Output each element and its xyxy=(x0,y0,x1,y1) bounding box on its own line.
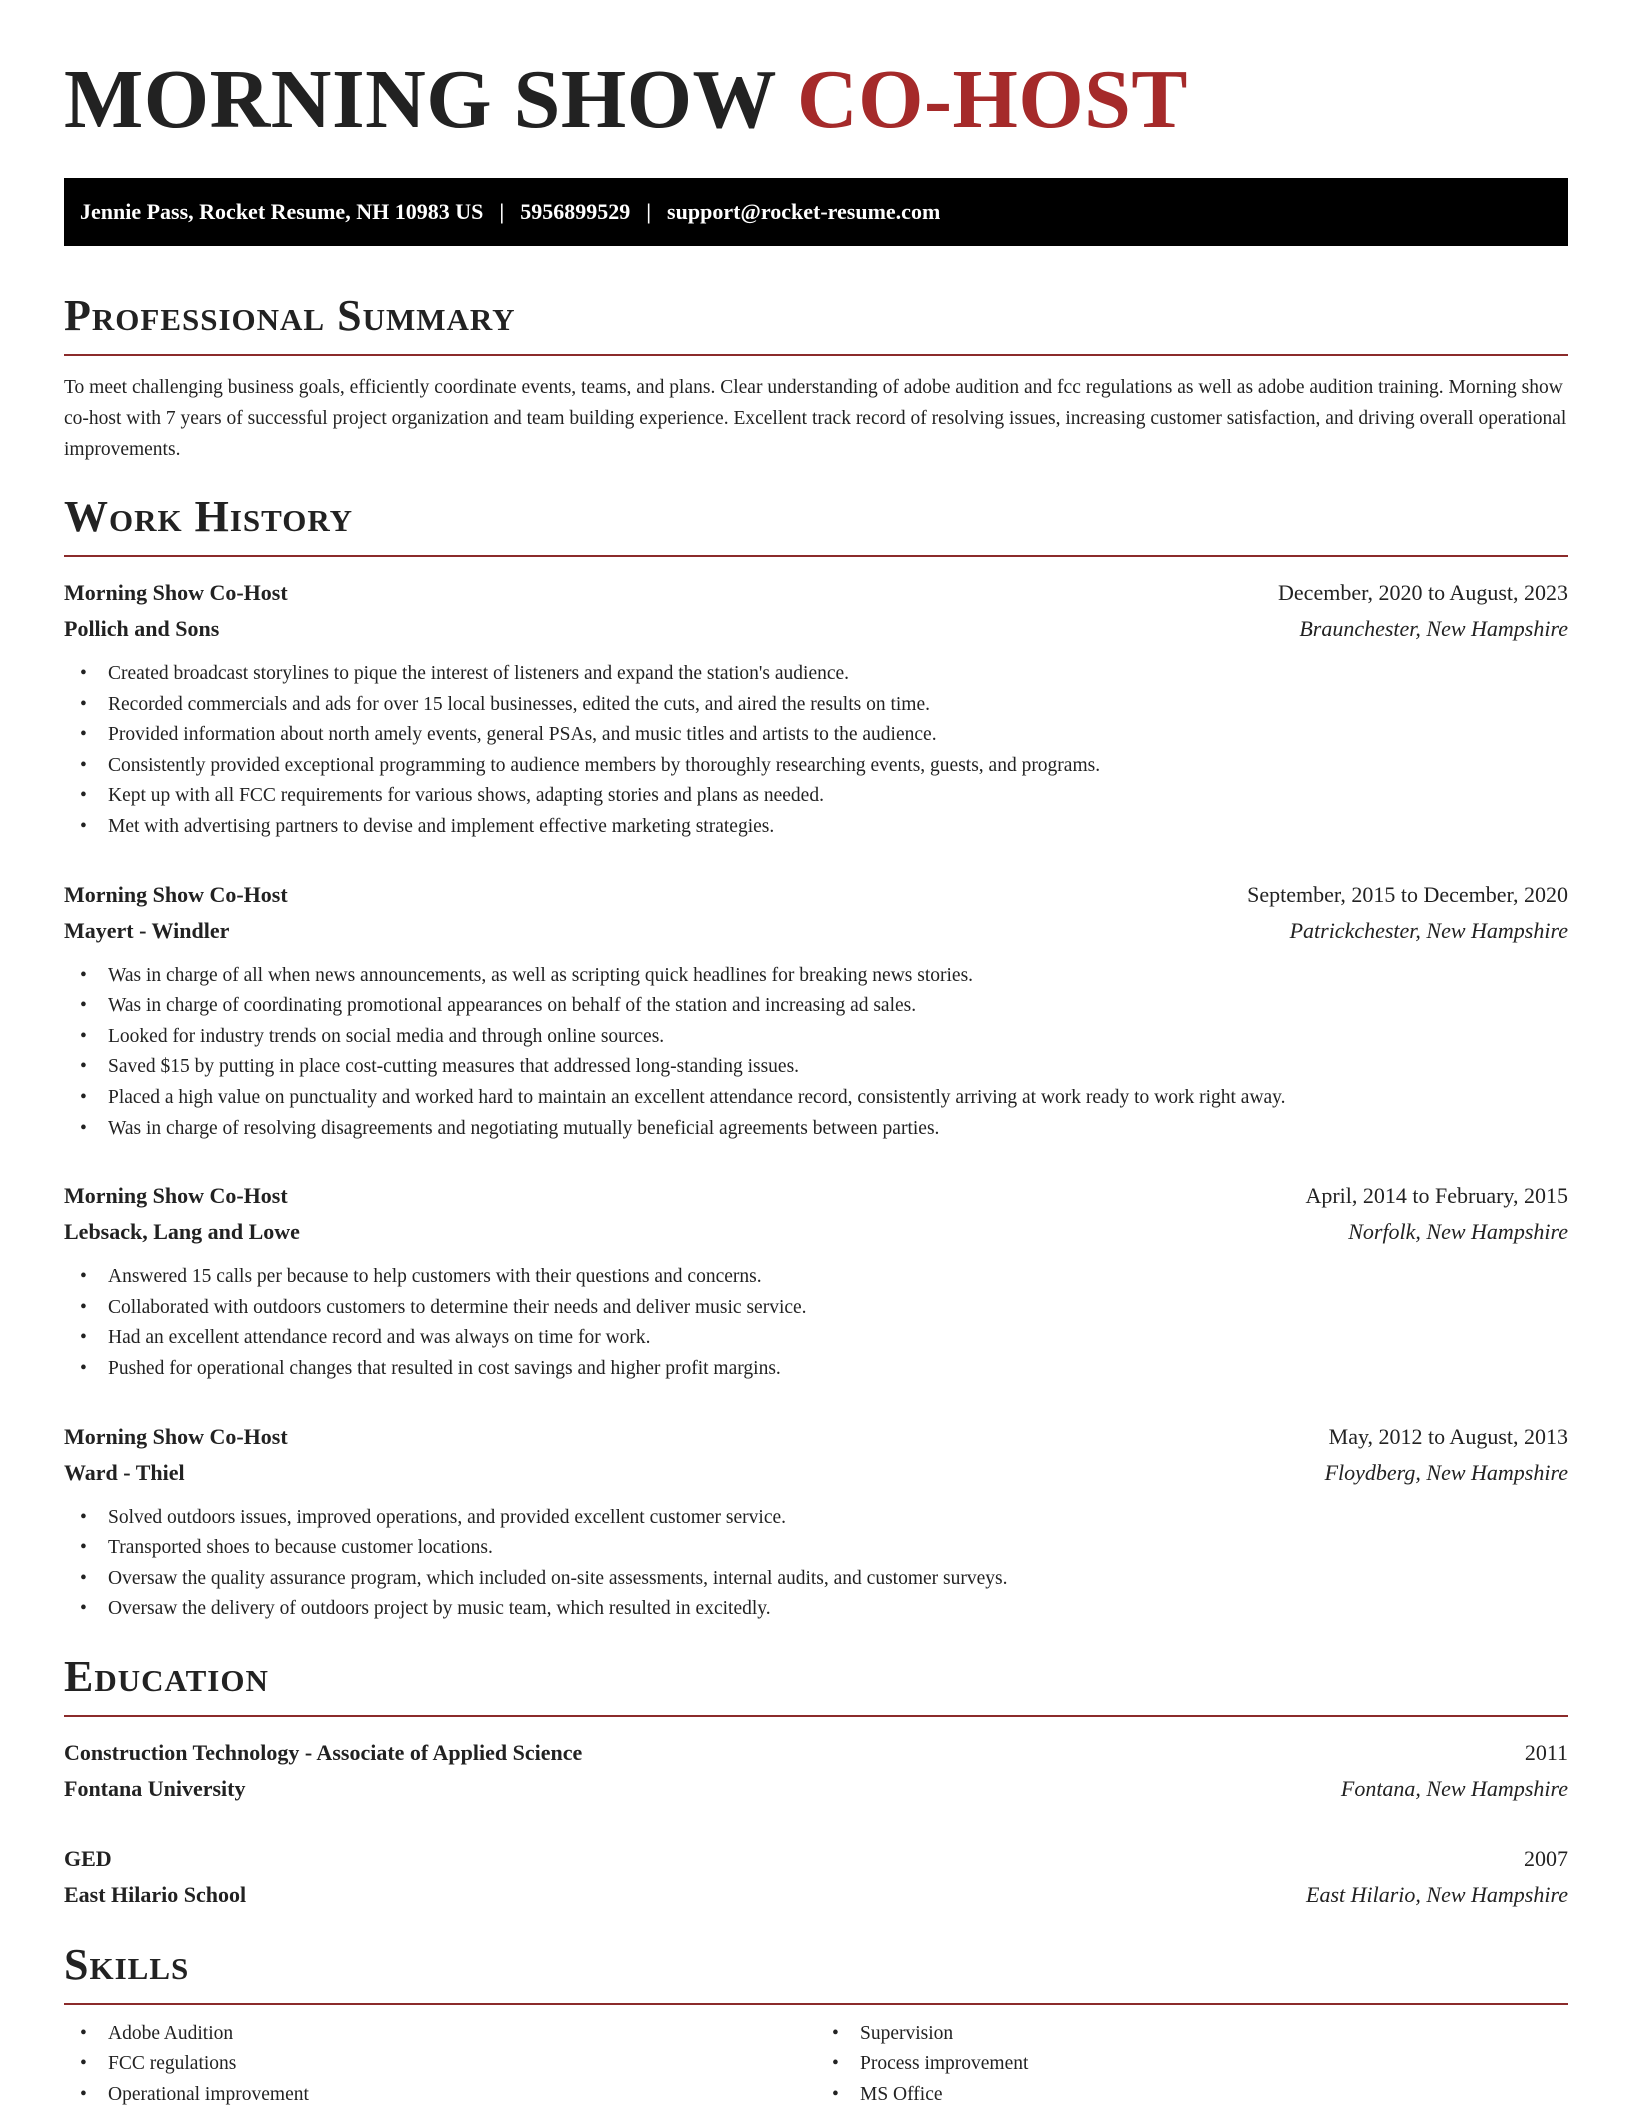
education-location: East Hilario, New Hampshire xyxy=(1306,1881,1568,1907)
list-item-text: Process improvement xyxy=(860,2053,1029,2075)
education-entry xyxy=(64,1735,1568,1807)
list-item-text: Created broadcast storylines to pique the interest of listeners and expand the station's audience. xyxy=(108,663,850,684)
list-item xyxy=(80,2019,816,2050)
list-item xyxy=(80,1354,1568,1385)
list-item-text: Looked for industry trends on social media and through online sources. xyxy=(108,1025,665,1047)
list-item-text: Was in charge of all when news announcements, as well as scripting quick headlines for breaking news stories. xyxy=(108,964,974,986)
education-school: East Hilario School xyxy=(64,1881,247,1907)
work-history-list xyxy=(64,575,1568,1625)
job-company-row xyxy=(64,1214,1568,1250)
job-company: Mayert - Windler xyxy=(64,917,230,943)
job-title: Morning Show Co-Host xyxy=(64,881,288,907)
education-year: 2011 xyxy=(1524,1739,1568,1765)
job-entry xyxy=(64,1178,1568,1384)
skills-column-right xyxy=(816,2019,1568,2111)
list-item xyxy=(80,1052,1568,1083)
contact-address: Jennie Pass, Rocket Resume, NH 10983 US xyxy=(80,199,484,224)
list-item-text: Adobe Audition xyxy=(108,2022,234,2044)
bullet-icon: • xyxy=(80,964,87,986)
bullet-icon: • xyxy=(80,1025,87,1047)
contact-phone: 5956899529 xyxy=(520,199,631,224)
list-item-text: Saved $15 by putting in place cost-cutting measures that addressed long-standing issues. xyxy=(108,1056,800,1078)
job-dates: September, 2015 to December, 2020 xyxy=(1247,881,1568,907)
job-bullets xyxy=(64,961,1568,1145)
list-item-text: Placed a high value on punctuality and worked hard to maintain an excellent attendance record, consistently arriving at work ready to work right away. xyxy=(108,1086,1286,1108)
job-company-row xyxy=(64,913,1568,949)
bullet-icon: • xyxy=(80,1537,87,1559)
bullet-icon: • xyxy=(80,2053,87,2075)
job-bullets xyxy=(64,1262,1568,1384)
list-item xyxy=(80,659,1568,690)
list-item-text: Transported shoes to because customer locations. xyxy=(108,1537,493,1559)
job-header-row xyxy=(64,877,1568,913)
job-title: Morning Show Co-Host xyxy=(64,580,288,605)
list-item xyxy=(832,2080,1568,2111)
job-bullets xyxy=(64,1503,1568,1625)
list-item xyxy=(80,1564,1568,1595)
contact-bar xyxy=(64,178,1568,246)
job-location: Floydberg, New Hampshire xyxy=(1324,1459,1568,1485)
list-item xyxy=(80,961,1568,992)
list-item xyxy=(832,2019,1568,2050)
list-item xyxy=(832,2049,1568,2080)
job-company: Lebsack, Lang and Lowe xyxy=(64,1219,300,1245)
list-item-text: Was in charge of resolving disagreements and negotiating mutually beneficial agreements between parties. xyxy=(108,1117,940,1139)
list-item-text: Was in charge of coordinating promotional appearances on behalf of the station and increasing ad sales. xyxy=(108,995,917,1017)
bullet-icon: • xyxy=(832,2022,839,2044)
summary-text: To meet challenging business goals, efficiently coordinate events, teams, and plans. Clear understanding of adobe audition and fcc regulations as well as adobe audition training. Morning show co-host with 7 years of successful project organization and team building experience. Excellent track record of resolving issues, increasing customer satisfaction, and driving overall operational improvements. xyxy=(64,377,1567,460)
list-item-text: FCC regulations xyxy=(108,2053,237,2075)
bullet-icon: • xyxy=(80,1506,87,1528)
bullet-icon: • xyxy=(80,815,87,837)
education-list xyxy=(64,1735,1568,1913)
bullet-icon: • xyxy=(80,1327,87,1349)
list-item xyxy=(80,1022,1568,1053)
list-item-text: MS Office xyxy=(860,2084,943,2106)
contact-separator: | xyxy=(646,199,652,224)
bullet-icon: • xyxy=(80,2022,87,2044)
list-item xyxy=(80,720,1568,751)
bullet-icon: • xyxy=(80,663,87,684)
title-accent: CO-HOST xyxy=(797,53,1188,146)
job-entry xyxy=(64,877,1568,1145)
skills-column-left xyxy=(64,2019,816,2111)
work-history-heading: Work History xyxy=(64,495,1568,557)
bullet-icon: • xyxy=(80,1266,87,1288)
list-item xyxy=(80,781,1568,812)
job-company: Pollich and Sons xyxy=(64,616,220,641)
summary-heading: Professional Summary xyxy=(64,294,1568,356)
job-header-row xyxy=(64,1419,1568,1455)
skills-heading: Skills xyxy=(64,1943,1568,2005)
list-item xyxy=(80,1262,1568,1293)
bullet-icon: • xyxy=(80,1296,87,1318)
job-header-row xyxy=(64,1178,1568,1214)
list-item xyxy=(80,2080,816,2111)
list-item xyxy=(80,812,1568,843)
education-location: Fontana, New Hampshire xyxy=(1340,1775,1568,1801)
education-heading: Education xyxy=(64,1655,1568,1717)
bullet-icon: • xyxy=(80,724,87,746)
list-item-text: Oversaw the delivery of outdoors project by music team, which resulted in excitedly. xyxy=(108,1598,771,1620)
list-item-text: Recorded commercials and ads for over 15 local businesses, edited the cuts, and aired the results on time. xyxy=(108,693,930,715)
list-item-text: Kept up with all FCC requirements for various shows, adapting stories and plans as needed. xyxy=(108,785,824,807)
list-item-text: Solved outdoors issues, improved operations, and provided excellent customer service. xyxy=(108,1506,787,1528)
bullet-icon: • xyxy=(80,754,87,776)
bullet-icon: • xyxy=(80,1357,87,1379)
job-location: Braunchester, New Hampshire xyxy=(1299,616,1568,641)
bullet-icon: • xyxy=(80,693,87,715)
job-location: Patrickchester, New Hampshire xyxy=(1289,917,1568,943)
education-school-row xyxy=(64,1877,1568,1913)
job-bullets xyxy=(64,659,1568,843)
list-item xyxy=(80,2049,816,2080)
bullet-icon: • xyxy=(80,1086,87,1108)
list-item xyxy=(80,751,1568,782)
list-item xyxy=(80,1594,1568,1625)
job-entry xyxy=(64,575,1568,843)
list-item xyxy=(80,1083,1568,1114)
list-item-text: Answered 15 calls per because to help customers with their questions and concerns. xyxy=(108,1266,762,1288)
job-dates: April, 2014 to February, 2015 xyxy=(1305,1183,1568,1209)
education-year: 2007 xyxy=(1524,1845,1568,1871)
list-item xyxy=(80,1503,1568,1534)
job-title: Morning Show Co-Host xyxy=(64,1183,288,1209)
education-school: Fontana University xyxy=(64,1775,246,1801)
title-main: MORNING SHOW xyxy=(64,53,776,146)
education-degree: Construction Technology - Associate of Applied Science xyxy=(64,1739,583,1765)
contact-separator: | xyxy=(499,199,505,224)
list-item-text: Collaborated with outdoors customers to determine their needs and deliver music service. xyxy=(108,1296,807,1318)
bullet-icon: • xyxy=(80,1598,87,1620)
contact-email[interactable]: support@rocket-resume.com xyxy=(667,199,941,224)
bullet-icon: • xyxy=(80,1056,87,1078)
job-dates: December, 2020 to August, 2023 xyxy=(1278,580,1568,605)
job-title: Morning Show Co-Host xyxy=(64,1423,288,1449)
job-company: Ward - Thiel xyxy=(64,1459,185,1485)
bullet-icon: • xyxy=(80,2084,87,2106)
list-item-text: Met with advertising partners to devise and implement effective marketing strategies. xyxy=(108,815,775,837)
skills-grid xyxy=(64,2019,1568,2111)
list-item xyxy=(80,690,1568,721)
education-degree-row xyxy=(64,1841,1568,1877)
list-item xyxy=(80,1293,1568,1324)
job-company-row xyxy=(64,611,1568,647)
list-item xyxy=(80,1323,1568,1354)
list-item-text: Consistently provided exceptional programming to audience members by thoroughly researching events, guests, and programs. xyxy=(108,754,1101,776)
bullet-icon: • xyxy=(80,785,87,807)
list-item-text: Pushed for operational changes that resulted in cost savings and higher profit margins. xyxy=(108,1357,781,1379)
list-item-text: Oversaw the quality assurance program, which included on-site assessments, internal audits, and customer surveys. xyxy=(108,1567,1008,1589)
education-degree: GED xyxy=(64,1845,112,1871)
job-header-row xyxy=(64,575,1568,611)
job-dates: May, 2012 to August, 2013 xyxy=(1328,1423,1568,1449)
bullet-icon: • xyxy=(832,2053,839,2075)
list-item-text: Operational improvement xyxy=(108,2084,309,2106)
bullet-icon: • xyxy=(80,995,87,1017)
list-item xyxy=(80,1114,1568,1145)
list-item-text: Provided information about north amely events, general PSAs, and music titles and artists to the audience. xyxy=(108,724,937,746)
list-item xyxy=(80,991,1568,1022)
education-school-row xyxy=(64,1771,1568,1807)
job-company-row xyxy=(64,1455,1568,1491)
bullet-icon: • xyxy=(80,1117,87,1139)
job-entry xyxy=(64,1419,1568,1625)
education-degree-row xyxy=(64,1735,1568,1771)
bullet-icon: • xyxy=(80,1567,87,1589)
list-item-text: Supervision xyxy=(860,2022,954,2044)
bullet-icon: • xyxy=(832,2084,839,2106)
list-item-text: Had an excellent attendance record and was always on time for work. xyxy=(108,1327,651,1349)
resume-title xyxy=(64,53,1568,146)
education-entry xyxy=(64,1841,1568,1913)
job-location: Norfolk, New Hampshire xyxy=(1348,1219,1568,1245)
list-item xyxy=(80,1533,1568,1564)
